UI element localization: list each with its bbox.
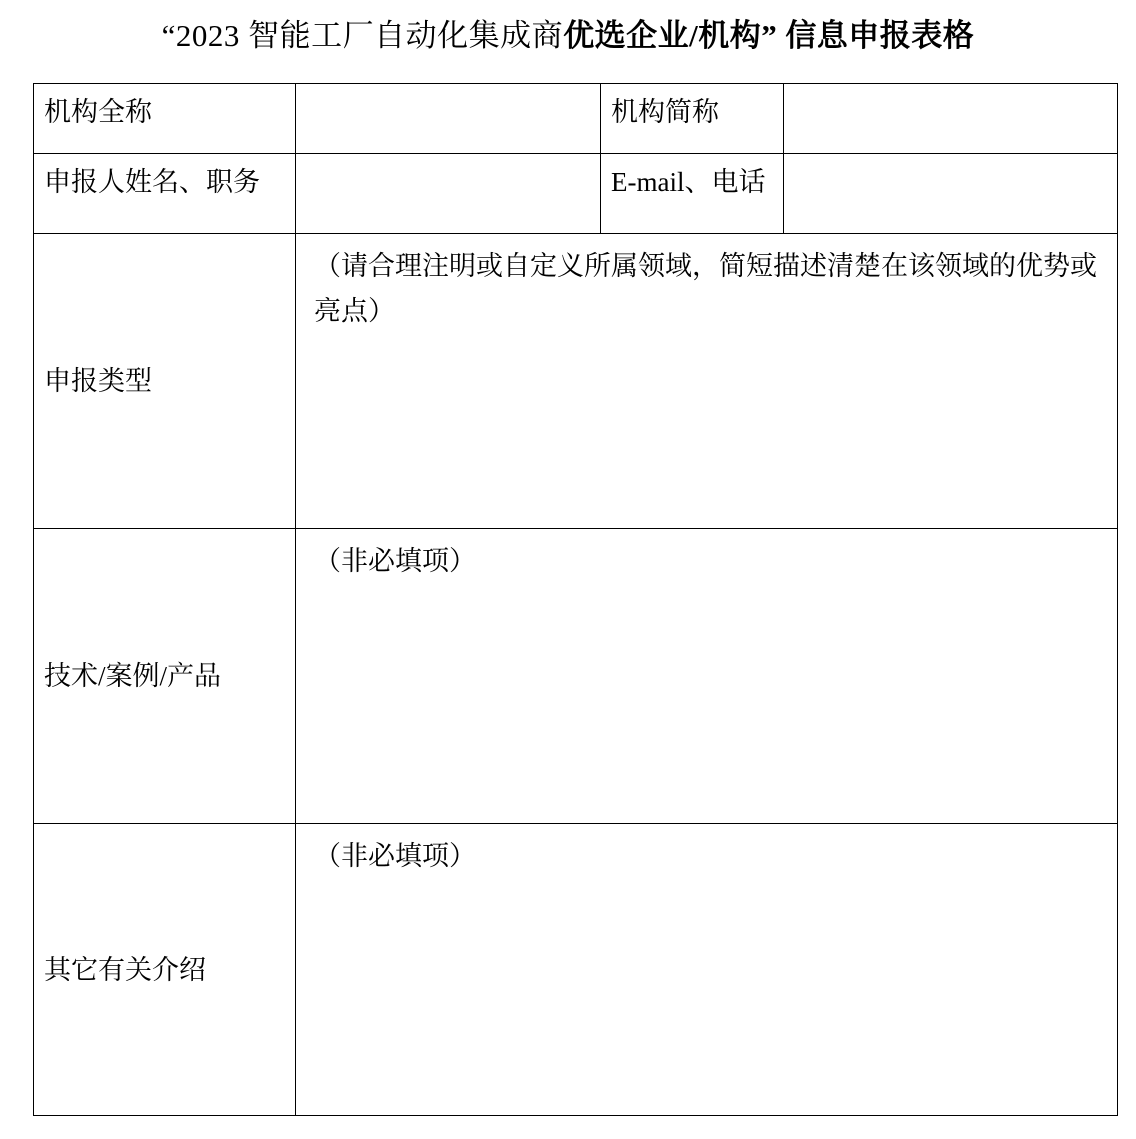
- other-intro-input-cell[interactable]: （非必填项）: [296, 824, 1118, 1116]
- table-row: [34, 234, 1118, 529]
- tech-case-product-input-cell[interactable]: （非必填项）: [296, 529, 1118, 824]
- table-row: [34, 824, 1118, 1116]
- email-phone-input-cell[interactable]: [784, 154, 1118, 234]
- tech-case-product-label: 技术/案例/产品: [34, 529, 296, 824]
- org-full-name-label: 机构全称: [34, 84, 296, 154]
- applicant-name-title-label: 申报人姓名、职务: [34, 154, 296, 234]
- org-short-name-label: 机构简称: [601, 84, 784, 154]
- title-segment-bold-suffix: 信息申报表格: [785, 18, 975, 53]
- declaration-type-label: 申报类型: [34, 234, 296, 529]
- other-intro-label: 其它有关介绍: [34, 824, 296, 1116]
- table-row: [34, 84, 1118, 154]
- org-short-name-input-cell[interactable]: [784, 84, 1118, 154]
- applicant-name-title-input-cell[interactable]: [296, 154, 601, 234]
- application-form-table: [33, 83, 1118, 1116]
- declaration-type-input-cell[interactable]: （请合理注明或自定义所属领域，简短描述清楚在该领域的优势或亮点）: [296, 234, 1118, 529]
- title-segment-regular: “2023 智能工厂自动化集成商: [161, 18, 564, 53]
- page-title: [0, 14, 1136, 58]
- org-full-name-input-cell[interactable]: [296, 84, 601, 154]
- table-row: [34, 154, 1118, 234]
- email-phone-label: E-mail、电话: [601, 154, 784, 234]
- title-segment-bold-quoted: 优选企业/机构”: [563, 18, 778, 53]
- table-row: [34, 529, 1118, 824]
